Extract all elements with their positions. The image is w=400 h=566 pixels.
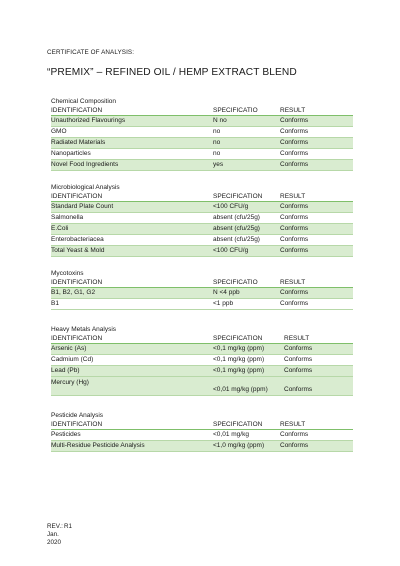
table-header [51,192,353,202]
cell-identification: B1 [51,300,59,307]
cell-specification: <100 CFU/g [213,247,249,254]
cell-specification: N no [213,117,227,124]
column-header: SPECIFICATION [213,193,263,200]
section-title: Heavy Metals Analysis [51,326,117,333]
cell-result: Conforms [280,150,309,157]
section-pesticide-analysis [51,411,353,452]
cell-specification: <0,1 mg/kg (ppm) [213,356,265,363]
cell-specification: <0,1 mg/kg (ppm) [213,367,265,374]
revision-value: R1 [64,523,73,530]
cell-identification: Multi-Residue Pesticide Analysis [51,442,145,449]
table-header [51,334,353,344]
cell-identification: Nanoparticles [51,150,91,157]
cell-identification: Cadmium (Cd) [51,356,94,363]
table-row [51,344,353,355]
table-header [51,278,353,288]
cell-specification: <0,1 mg/kg (ppm) [213,345,265,352]
cell-result: Conforms [280,289,309,296]
column-header: SPECIFICATION [213,421,263,428]
section-title: Mycotoxins [51,270,84,277]
table-row [51,127,353,138]
cell-result: Conforms [284,345,313,352]
column-header: IDENTIFICATION [51,421,103,428]
table-row [51,366,353,377]
cell-result: Conforms [284,367,313,374]
cell-result: Conforms [280,236,309,243]
table-row [51,377,353,396]
cell-identification: Standard Plate Count [51,203,114,210]
section-microbiological-analysis [51,183,353,257]
document-title: “PREMIX” – REFINED OIL / HEMP EXTRACT BLEND [47,67,297,78]
cell-result: Conforms [284,356,313,363]
table-header [51,106,353,116]
section-mycotoxins [51,269,353,310]
cell-result: Conforms [280,225,309,232]
cell-result: Conforms [280,300,309,307]
table-row [51,202,353,213]
cell-specification: yes [213,161,224,168]
column-header: IDENTIFICATION [51,335,103,342]
table-row [51,160,353,171]
cell-identification: Radiated Materials [51,139,106,146]
cell-result: Conforms [284,386,313,393]
table-row [51,116,353,127]
cell-identification: E.Coli [51,225,69,232]
cell-specification: absent (cfu/25g) [213,214,260,221]
cell-result: Conforms [280,139,309,146]
cell-identification: Arsenic (As) [51,345,87,352]
cell-specification: absent (cfu/25g) [213,225,260,232]
column-header: RESULT [280,421,306,428]
column-header: SPECIFICATIO [213,279,258,286]
cell-identification: Pesticides [51,431,81,438]
table-row [51,288,353,299]
cell-result: Conforms [280,431,309,438]
cell-result: Conforms [280,203,309,210]
section-chemical-composition [51,97,353,171]
section-title: Microbiological Analysis [51,184,120,191]
cell-result: Conforms [280,128,309,135]
column-header: SPECIFICATIO [213,107,258,114]
table-row [51,138,353,149]
cell-specification: <1,0 mg/kg (ppm) [213,442,265,449]
cell-specification: <100 CFU/g [213,203,249,210]
table-header [51,420,353,430]
column-header: RESULT [280,193,306,200]
cell-identification: Unauthorized Flavourings [51,117,126,124]
cell-specification: N <4 ppb [213,289,240,296]
cell-identification: Salmonella [51,214,84,221]
table-row [51,430,353,441]
cell-identification: Novel Food Ingredients [51,161,119,168]
column-header: IDENTIFICATION [51,279,103,286]
cell-identification: GMO [51,128,67,135]
column-header: SPECIFICATION [213,335,263,342]
cell-identification: Lead (Pb) [51,367,80,374]
cell-result: Conforms [280,161,309,168]
cell-specification: no [213,139,221,146]
cell-identification: Enterobacteriacea [51,236,104,243]
cell-specification: <0,01 mg/kg [213,431,249,438]
column-header: RESULT [280,107,306,114]
cell-specification: no [213,128,221,135]
column-header: RESULT [284,335,310,342]
column-header: IDENTIFICATION [51,193,103,200]
cell-identification: Total Yeast & Mold [51,247,105,254]
table-row [51,224,353,235]
column-header: IDENTIFICATION [51,107,103,114]
table-row [51,355,353,366]
cell-result: Conforms [280,214,309,221]
revision-month: Jan. [47,531,59,538]
table-row [51,213,353,224]
table-row [51,246,353,257]
cell-result: Conforms [280,442,309,449]
table-row [51,149,353,160]
revision-label: REV.: [47,523,63,530]
section-title: Pesticide Analysis [51,412,104,419]
section-heavy-metals-analysis [51,325,353,396]
cell-specification: absent (cfu/25g) [213,236,260,243]
cell-identification: B1, B2, G1, G2 [51,289,96,296]
cell-specification: no [213,150,221,157]
cell-result: Conforms [280,117,309,124]
column-header: RESULT [280,279,306,286]
cell-identification: Mercury (Hg) [51,379,89,386]
certificate-label: CERTIFICATE OF ANALYSIS: [47,49,135,56]
cell-specification: <0,01 mg/kg (ppm) [213,386,268,393]
table-row [51,441,353,452]
table-row [51,235,353,246]
revision-year: 2020 [47,539,62,546]
section-title: Chemical Composition [51,98,117,105]
cell-specification: <1 ppb [213,300,234,307]
cell-result: Conforms [280,247,309,254]
table-row [51,299,353,310]
revision-footer [47,523,72,547]
